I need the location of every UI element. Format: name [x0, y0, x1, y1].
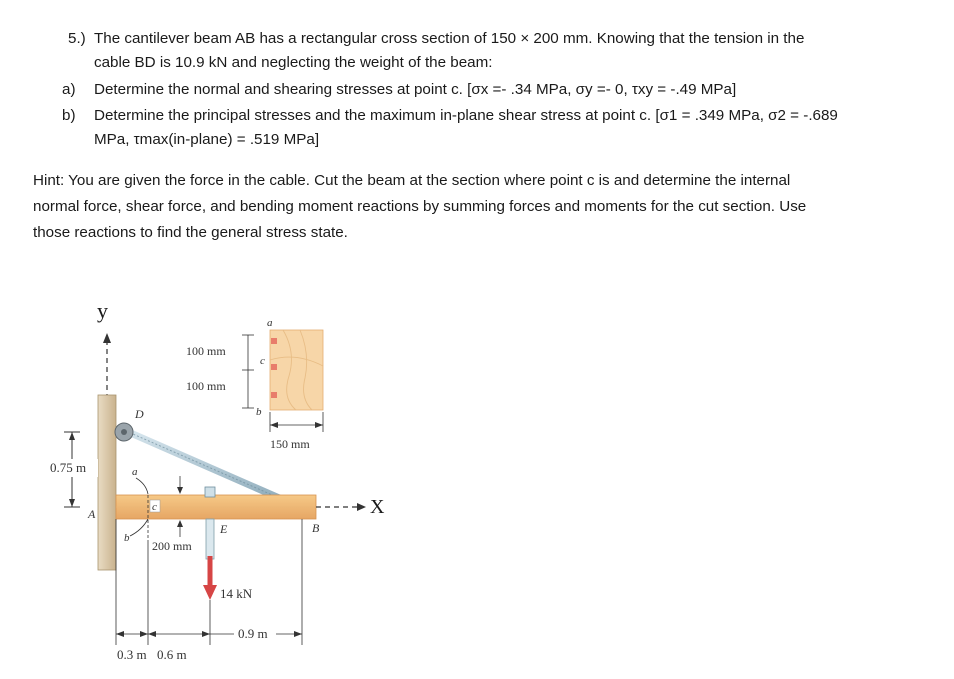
label-c-section: c [260, 355, 265, 367]
part-b-line2: MPa, τmax(in-plane) = .519 MPa] [94, 131, 320, 148]
hint-line2: normal force, shear force, and bending moment reactions by summing forces and moments for the cut section. Use [33, 198, 807, 215]
load-arrow-head-icon [203, 585, 217, 600]
dim-09-label: 0.9 m [238, 626, 268, 641]
label-a: A [88, 507, 96, 521]
dim-100-top-label: 100 mm [186, 344, 226, 358]
load-label: 14 kN [220, 586, 253, 601]
label-a-section: a [267, 317, 273, 329]
dim-200-label: 200 mm [152, 539, 192, 553]
dim-150-label: 150 mm [270, 437, 310, 451]
label-b-beam: b [124, 532, 130, 544]
dim-075-label: 0.75 m [50, 460, 87, 475]
label-d: D [135, 407, 144, 421]
dim-100-bottom-label: 100 mm [186, 379, 226, 393]
label-b-section: b [256, 406, 262, 418]
part-a-label: a) [62, 81, 76, 98]
beam-figure [0, 280, 420, 675]
wall [98, 395, 116, 570]
y-axis-label: y [97, 298, 108, 323]
hint-line3: those reactions to find the general stress state. [33, 224, 348, 241]
part-b-line1: Determine the principal stresses and the maximum in-plane shear stress at point c. [σ1 = .349 MPa, σ2 = -.689 [94, 107, 838, 124]
problem-intro-line2: cable BD is 10.9 kN and neglecting the weight of the beam: [94, 54, 493, 71]
cross-section [270, 330, 323, 410]
label-e: E [220, 522, 228, 536]
problem-number: 5.) [68, 30, 86, 47]
bracket-e [206, 519, 214, 559]
problem-intro-line1: The cantilever beam AB has a rectangular cross section of 150 × 200 mm. Knowing that the tension in the [94, 30, 805, 47]
label-b: B [312, 521, 320, 535]
label-c-beam: c [152, 501, 157, 513]
y-axis-arrow-icon [103, 333, 111, 343]
dim-06-label: 0.6 m [157, 647, 187, 662]
part-a-text: Determine the normal and shearing stresses at point c. [σx =- .34 MPa, σy =- 0, τxy = -.49 MPa] [94, 81, 737, 98]
hint-line1: Hint: You are given the force in the cable. Cut the beam at the section where point c is and determine the internal [33, 172, 791, 189]
part-b-label: b) [62, 107, 76, 124]
dim-03-label: 0.3 m [117, 647, 147, 662]
x-axis-label: X [370, 496, 385, 518]
x-axis-arrow-icon [357, 503, 366, 511]
label-a-beam: a [132, 466, 138, 478]
